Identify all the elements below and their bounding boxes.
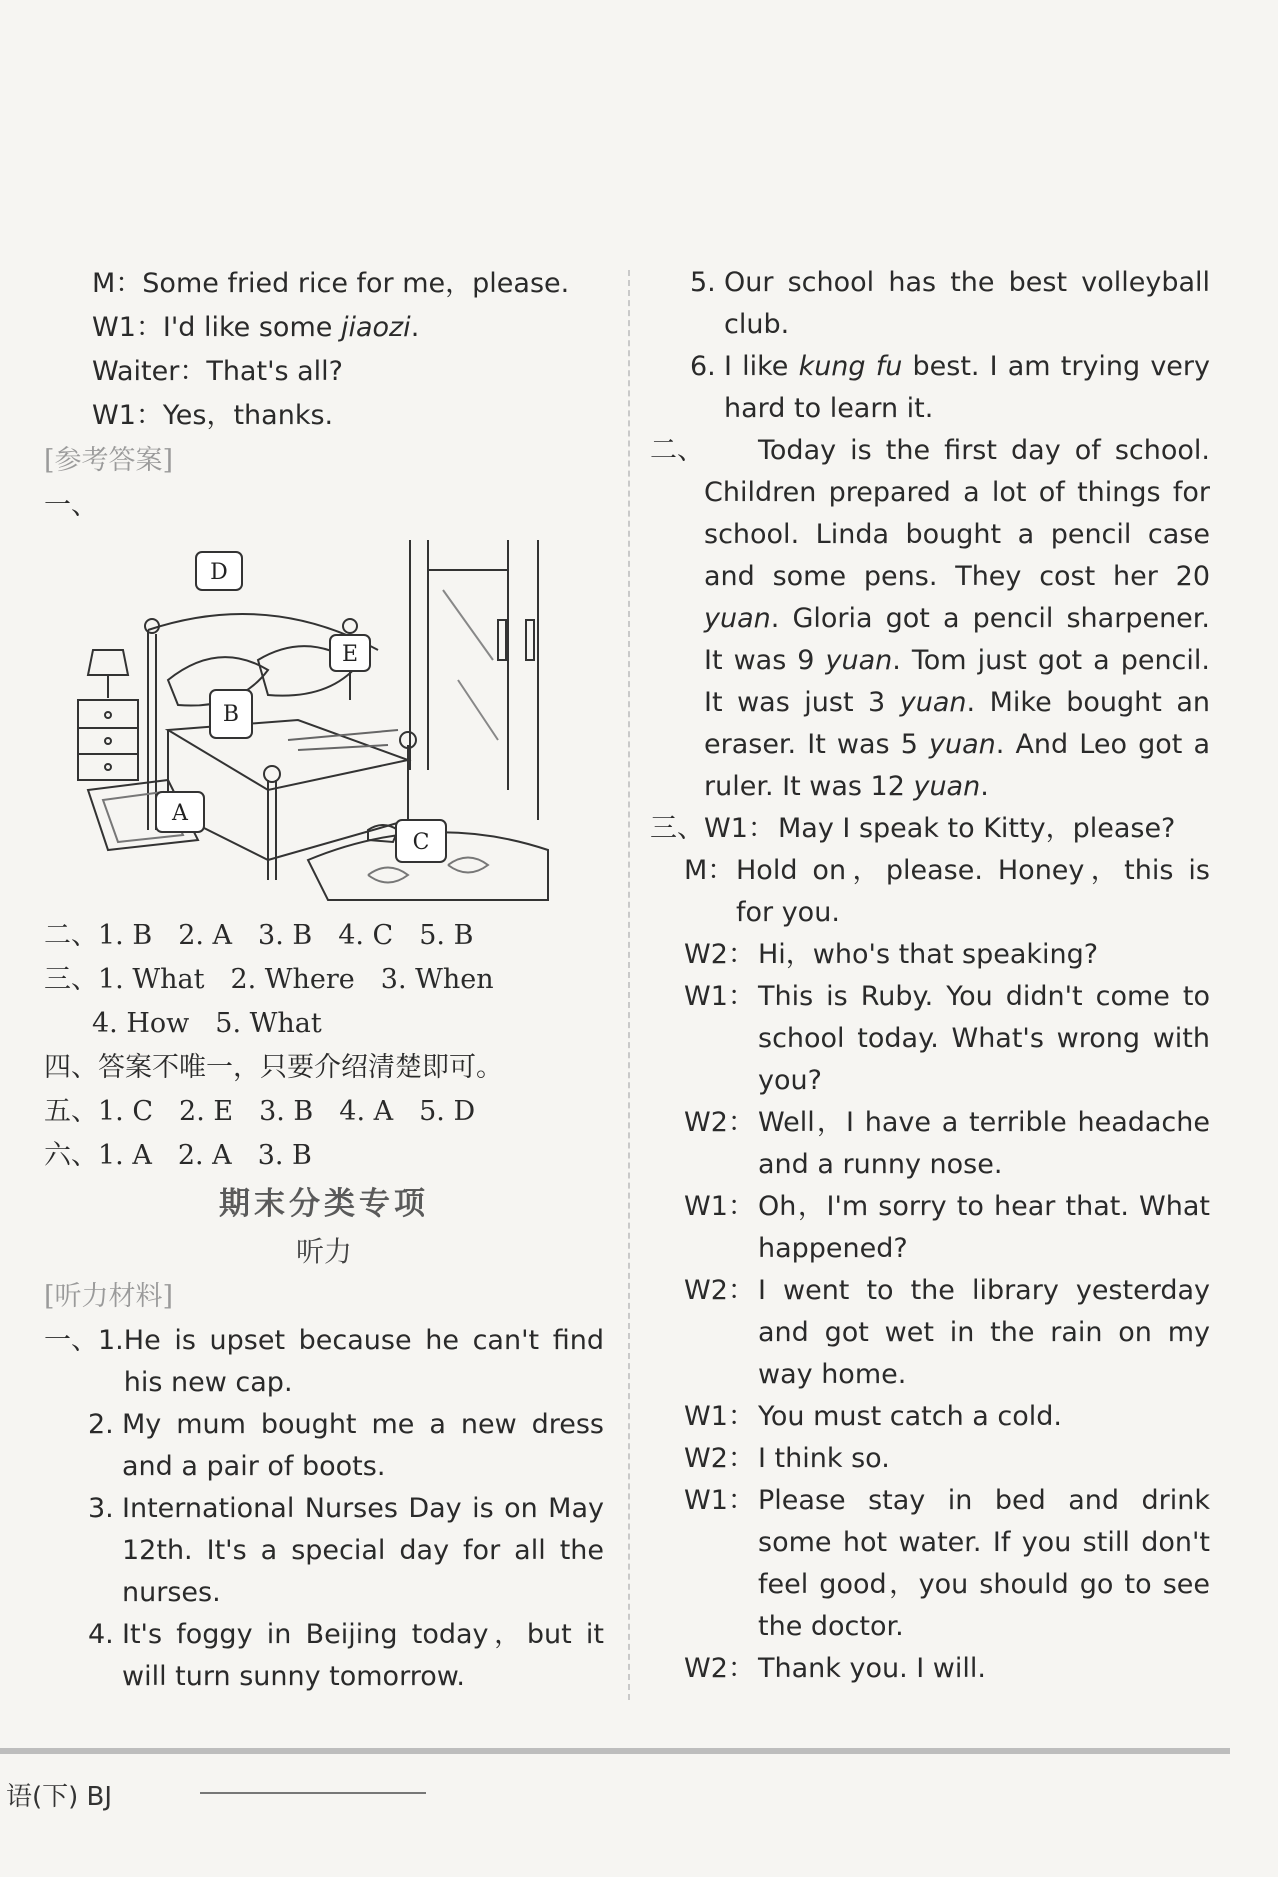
text-italic: yuan — [825, 645, 893, 676]
listening-item — [44, 1488, 604, 1614]
listening-item — [44, 1614, 604, 1698]
dialog-line — [650, 1270, 1210, 1396]
item-text: International Nurses Day is on May 12th. It's a special day for all the nurses. — [122, 1493, 604, 1608]
footer-text: 语(下) BJ — [6, 1782, 113, 1812]
answer-item: 2. A — [177, 1140, 232, 1171]
speaker: W2： — [684, 939, 755, 970]
text-run: . Tom just got a pencil. It was just 3 — [704, 645, 1210, 718]
illus-label-d: D — [210, 560, 228, 585]
speaker: W1： — [684, 1401, 755, 1432]
speaker: W1： — [92, 400, 163, 431]
text-run: . Mike bought an eraser. It was 5 — [704, 687, 1210, 760]
dialog-line — [650, 808, 1210, 850]
speaker: W1： — [704, 813, 775, 844]
bedroom-drawing — [68, 530, 588, 910]
answers-section6 — [44, 1134, 604, 1178]
dialog-text: Hi，who's that speaking? — [758, 939, 1099, 970]
dialog-line — [44, 394, 604, 438]
item-prefix: 一、1. — [44, 1325, 124, 1356]
answer-item: 3. When — [380, 964, 494, 995]
listening-item — [650, 346, 1210, 430]
section1-label: 一、 — [44, 490, 98, 521]
dialog-text: I think so. — [758, 1443, 890, 1474]
dialog-text: Please stay in bed and drink some hot water. If you still don't feel good，you should go to see the doctor. — [758, 1485, 1210, 1642]
answer-item: 5. What — [215, 1008, 322, 1039]
dialog-line — [650, 976, 1210, 1102]
item-prefix: 2. — [88, 1409, 114, 1440]
dialog-text: I'd like some — [162, 312, 341, 343]
listening-item — [44, 1320, 604, 1404]
dialog-text: May I speak to Kitty，please? — [778, 813, 1176, 844]
column-divider — [628, 270, 630, 1700]
illus-label-c: C — [412, 830, 430, 855]
dialog-line — [650, 934, 1210, 976]
dialog-line — [650, 1438, 1210, 1480]
text-run: Today is the first day of school. Children prepared a lot of things for school. Linda bought a pencil case and some pens. They cost her 20 — [704, 435, 1210, 592]
dialog-text: Some fried rice for me，please. — [142, 268, 570, 299]
speaker: W2： — [684, 1443, 755, 1474]
passage-text — [704, 430, 1210, 808]
dialog-line — [650, 1396, 1210, 1438]
speaker: W2： — [684, 1275, 755, 1306]
answer-item: 4. How — [92, 1008, 190, 1039]
answers-section4: 四、答案不唯一，只要介绍清楚即可。 — [44, 1052, 503, 1083]
dialog-line — [650, 850, 1210, 934]
item-prefix: 6. — [690, 351, 716, 382]
illus-label-b: B — [222, 702, 240, 727]
item-prefix: 3. — [88, 1493, 114, 1524]
dialog-text: . — [410, 312, 420, 343]
item-text: Our school has the best volleyball club. — [724, 267, 1210, 340]
section-label: 三、 — [44, 964, 98, 995]
section-title: 期末分类专项 — [219, 1186, 429, 1222]
text-italic: yuan — [913, 771, 981, 802]
dialog-text: This is Ruby. You didn't come to school today. What's wrong with you? — [758, 981, 1210, 1096]
answers-section5 — [44, 1090, 604, 1134]
dialog-text: Hold on，please. Honey，this is for you. — [736, 855, 1210, 928]
dialog-text: You must catch a cold. — [758, 1401, 1063, 1432]
listening-item — [44, 1404, 604, 1488]
item-text: My mum bought me a new dress and a pair of boots. — [122, 1409, 604, 1482]
answer-item: 1. B — [98, 920, 153, 951]
item-prefix: 5. — [690, 267, 716, 298]
answer-item: 1. What — [98, 964, 205, 995]
dialog-text: That's all? — [206, 356, 344, 387]
item-text: He is upset because he can't find his new cap. — [123, 1325, 604, 1398]
dialog-text: Well，I have a terrible headache and a runny nose. — [758, 1107, 1210, 1180]
answers-label: [参考答案] — [44, 445, 174, 476]
section-label: 六、 — [44, 1140, 98, 1171]
dialog-line — [650, 1186, 1210, 1270]
answer-item: 2. Where — [230, 964, 355, 995]
speaker: W1： — [92, 312, 163, 343]
answer-item: 4. C — [338, 920, 394, 951]
speaker: Waiter： — [92, 356, 207, 387]
dialog-text: Thank you. I will. — [758, 1653, 986, 1684]
speaker: M： — [684, 855, 735, 886]
left-column — [44, 262, 604, 1698]
dialog-text: I went to the library yesterday and got wet in the rain on my way home. — [758, 1275, 1210, 1390]
text-italic: yuan — [899, 687, 967, 718]
text-run: . Gloria got a pencil sharpener. It was 9 — [704, 603, 1210, 676]
dialog-text: Oh，I'm sorry to hear that. What happened? — [758, 1191, 1210, 1264]
listening-item — [650, 262, 1210, 346]
materials-label: [听力材料] — [44, 1281, 174, 1312]
text-italic: yuan — [704, 603, 771, 634]
text-italic: yuan — [929, 729, 996, 760]
answers-section3-row2 — [44, 1002, 604, 1046]
speaker: W2： — [684, 1653, 755, 1684]
answer-item: 5. D — [419, 1096, 476, 1127]
dialog-line — [44, 262, 604, 306]
item-prefix: 4. — [88, 1619, 114, 1650]
dialog-line — [650, 1480, 1210, 1648]
answer-item: 3. B — [258, 920, 313, 951]
section-subtitle: 听力 — [295, 1235, 352, 1268]
speaker: W1： — [684, 1191, 755, 1222]
dialog-line — [44, 350, 604, 394]
answer-item: 4. A — [339, 1096, 394, 1127]
text-run: . And Leo got a ruler. It was 12 — [704, 729, 1210, 802]
section-label: 二、 — [44, 920, 98, 951]
answer-item: 1. C — [98, 1096, 154, 1127]
speaker: M： — [92, 268, 143, 299]
dialog-text: Yes，thanks. — [162, 400, 334, 431]
dialog-line — [650, 1648, 1210, 1690]
right-column — [650, 262, 1210, 1690]
answers-section2 — [44, 914, 604, 958]
answer-item: 1. A — [98, 1140, 152, 1171]
bedroom-illustration — [68, 530, 588, 910]
text-italic: kung fu — [798, 351, 903, 382]
speaker: W2： — [684, 1107, 755, 1138]
answer-item: 2. A — [178, 920, 233, 951]
illus-label-a: A — [172, 801, 188, 826]
passage — [650, 430, 1210, 808]
text-run: . — [980, 771, 989, 802]
text-run: I like — [724, 351, 799, 382]
dialog-italic: jiaozi — [340, 312, 411, 343]
dialog-line — [650, 1102, 1210, 1186]
section-label: 五、 — [44, 1096, 98, 1127]
item-text: It's foggy in Beijing today，but it will turn sunny tomorrow. — [122, 1619, 604, 1692]
section-label: 三、 — [650, 813, 704, 844]
item-text — [724, 346, 1210, 430]
answer-item: 3. B — [257, 1140, 312, 1171]
answer-item: 2. E — [179, 1096, 234, 1127]
answer-item: 5. B — [419, 920, 474, 951]
dialog-line — [44, 306, 604, 350]
footer-underline — [200, 1792, 426, 1794]
section-label: 二、 — [650, 435, 704, 466]
illus-label-e: E — [341, 642, 359, 667]
answer-item: 3. B — [259, 1096, 314, 1127]
footer-rule — [0, 1748, 1230, 1754]
speaker: W1： — [684, 981, 755, 1012]
text-run: best. I am trying very hard to learn it. — [724, 351, 1210, 424]
answers-section3 — [44, 958, 604, 1002]
speaker: W1： — [684, 1485, 755, 1516]
